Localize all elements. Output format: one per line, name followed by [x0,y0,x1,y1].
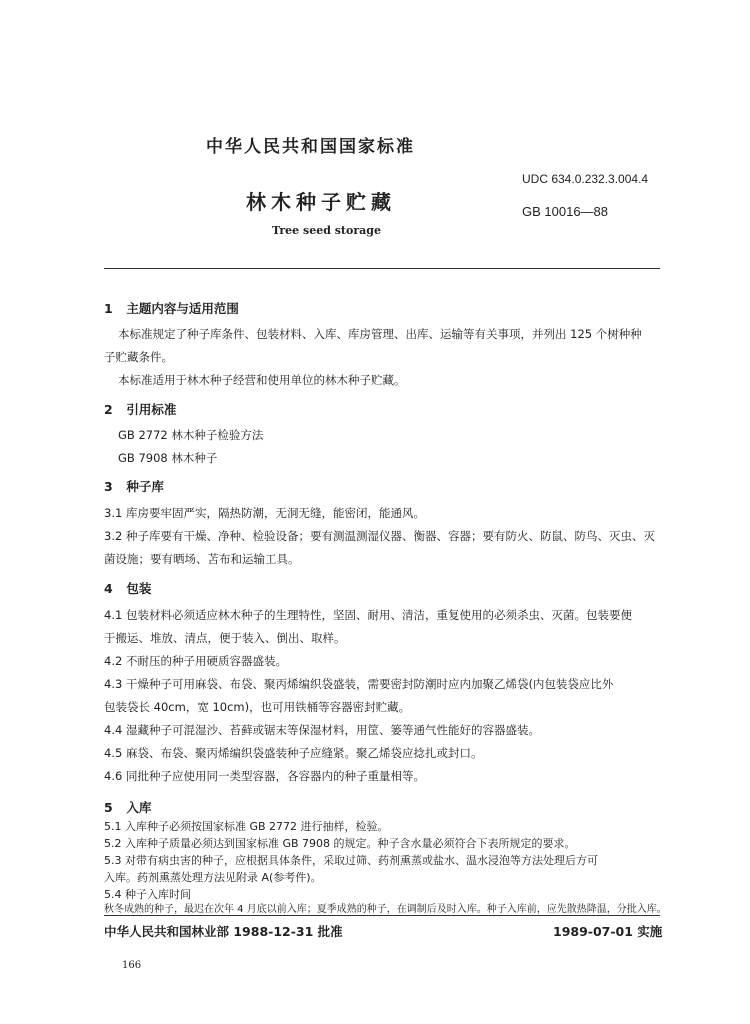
clause-continuation: 包装袋长 40cm，宽 10cm)，也可用铁桶等容器密封贮藏。 [104,700,411,714]
paragraph-line: 本标准规定了种子库条件、包装材料、入库、库房管理、出库、运输等有关事项，并列出 125 个树种种 [118,327,642,341]
clause-continuation: 于搬运、堆放、清点，便于装入、倒出、取样。 [104,631,346,645]
clause: 4.4 湿藏种子可混湿沙、苔藓或锯末等保湿材料，用筐、篓等通气性能好的容器盛装。 [104,723,540,737]
clause-continuation: 菌设施；要有晒场、苫布和运输工具。 [104,552,300,566]
section-number: 4 [104,581,113,596]
footer-divider [104,915,660,916]
section-1-heading [104,299,239,317]
section-title: 引用标准 [126,402,177,417]
gb-number: GB 10016—88 [522,204,609,219]
section-number: 2 [104,402,113,417]
effective-date: 1989-07-01 实施 [553,924,663,939]
header-divider [104,268,660,269]
document-subtitle: Tree seed storage [272,224,381,237]
clause: 3.1 库房要牢固严实，隔热防潮，无洞无缝，能密闭，能通风。 [104,506,425,520]
section-number: 3 [104,479,113,494]
paragraph-line: 子贮藏条件。 [104,350,173,364]
paragraph-line: 秋冬成熟的种子，最迟在次年 4 月底以前入库；夏季成熟的种子，在调制后及时入库。种子入库前，应先散热降温，分批入库。 [104,904,667,915]
section-number: 5 [104,800,113,815]
section-title: 包装 [126,581,152,596]
clause: 5.4 种子入库时间 [104,888,191,901]
page-number: 166 [122,960,142,971]
standard-title: 中华人民共和国国家标准 [206,137,415,157]
section-5-heading [104,798,151,816]
clause: 4.3 干燥种子可用麻袋、布袋、聚丙烯编织袋盛装，需要密封防潮时应内加聚乙烯袋(内包装袋应比外 [104,677,614,691]
approval-statement: 中华人民共和国林业部 1988-12-31 批准 [104,924,343,939]
clause: 5.1 入库种子必须按国家标准 GB 2772 进行抽样，检验。 [104,820,389,833]
clause: 4.6 同批种子应使用同一类型容器，各容器内的种子重量相等。 [104,769,425,783]
clause: 4.5 麻袋、布袋、聚丙烯编织袋盛装种子应缝紧。聚乙烯袋应捻扎或封口。 [104,746,483,760]
section-title: 种子库 [126,479,164,494]
paragraph-line: 本标准适用于林木种子经营和使用单位的林木种子贮藏。 [118,373,406,387]
section-3-heading [104,477,164,495]
clause: 4.2 不耐压的种子用硬质容器盛装。 [104,654,287,668]
clause: 3.2 种子库要有干燥、净种、检验设备；要有测温测湿仪器、衡器、容器；要有防火、防鼠、防鸟、灭虫、灭 [104,529,655,543]
section-title: 主题内容与适用范围 [126,301,239,316]
clause-continuation: 入库。药剂熏蒸处理方法见附录 A(参考件)。 [104,871,322,884]
section-4-heading [104,579,151,597]
clause: 4.1 包装材料必须适应林木种子的生理特性，坚固、耐用、清洁，重复使用的必须杀虫、灭菌。包装要便 [104,608,632,622]
reference-item: GB 2772 林木种子检验方法 [118,428,264,442]
section-title: 入库 [126,800,152,815]
section-2-heading [104,400,176,418]
udc-code: UDC 634.0.232.3.004.4 [522,172,649,186]
clause: 5.3 对带有病虫害的种子，应根据具体条件，采取过筛、药剂熏蒸或盐水、温水浸泡等方法处理后方可 [104,854,598,867]
document-title: 林木种子贮藏 [246,190,396,214]
reference-item: GB 7908 林木种子 [118,451,218,465]
clause: 5.2 入库种子质量必须达到国家标准 GB 7908 的规定。种子含水量必须符合下表所规定的要求。 [104,837,576,850]
section-number: 1 [104,301,113,316]
